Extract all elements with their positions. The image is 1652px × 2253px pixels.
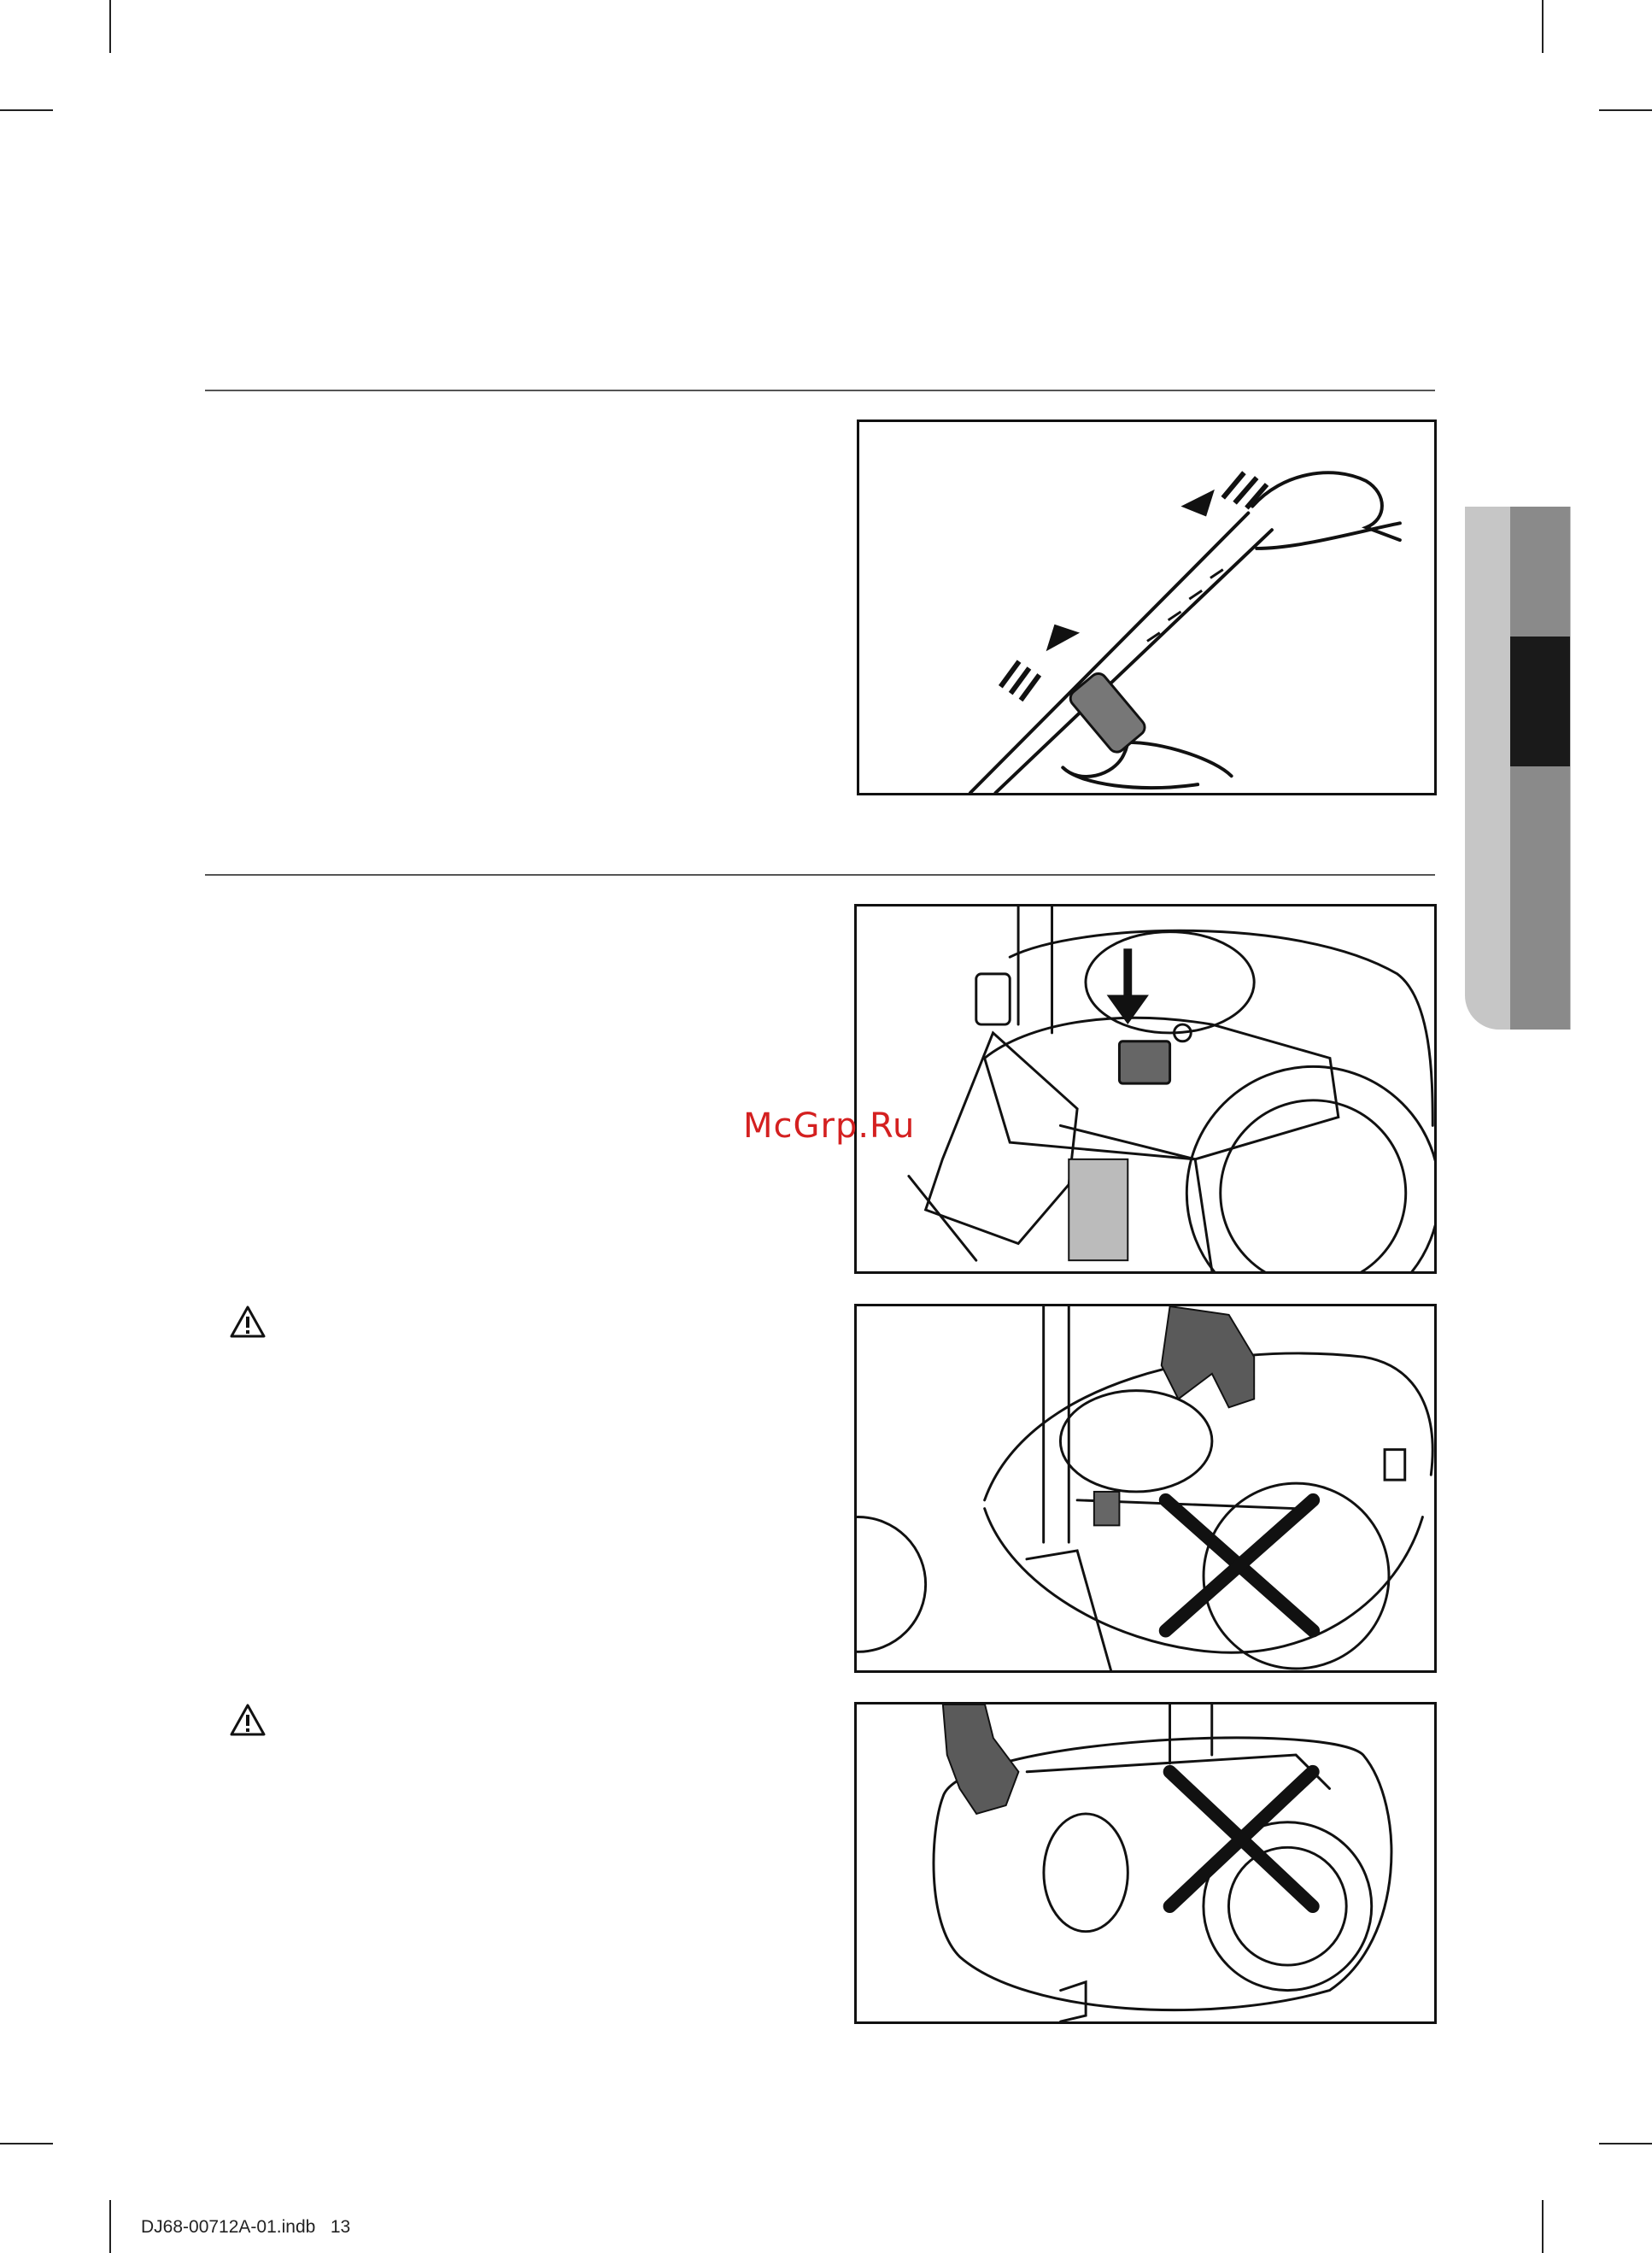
section-divider	[205, 390, 1435, 391]
crop-mark	[0, 2143, 53, 2144]
chapter-tab-segment	[1510, 766, 1570, 1030]
warning-triangle-icon	[229, 1305, 267, 1339]
section-divider	[205, 874, 1435, 876]
crop-mark	[1599, 2143, 1652, 2144]
crop-mark	[1542, 0, 1544, 53]
crop-mark	[109, 2200, 111, 2253]
prohibited-carry-illustration	[857, 1704, 1434, 2021]
figure-wrong-carry-top	[854, 1304, 1437, 1673]
watermark: McGrp.Ru	[743, 1106, 916, 1146]
footer-file-name: DJ68-00712A-01.indb	[141, 2217, 316, 2237]
crop-mark	[1599, 109, 1652, 111]
footer-page-number: 13	[330, 2217, 351, 2237]
figure-telescopic-pipe	[857, 420, 1437, 795]
warning-triangle-icon	[229, 1703, 267, 1737]
figure-wrong-carry-front	[854, 1702, 1437, 2024]
pipe-adjust-illustration	[859, 422, 1434, 793]
nozzle-parking-illustration	[857, 906, 1434, 1271]
crop-mark	[1542, 2200, 1544, 2253]
footer	[141, 2217, 350, 2238]
chapter-tab-segment	[1510, 507, 1570, 637]
crop-mark	[0, 109, 53, 111]
figure-nozzle-park	[854, 904, 1437, 1274]
chapter-tab-active	[1510, 637, 1570, 766]
prohibited-carry-illustration	[857, 1306, 1434, 1670]
crop-mark	[109, 0, 111, 53]
